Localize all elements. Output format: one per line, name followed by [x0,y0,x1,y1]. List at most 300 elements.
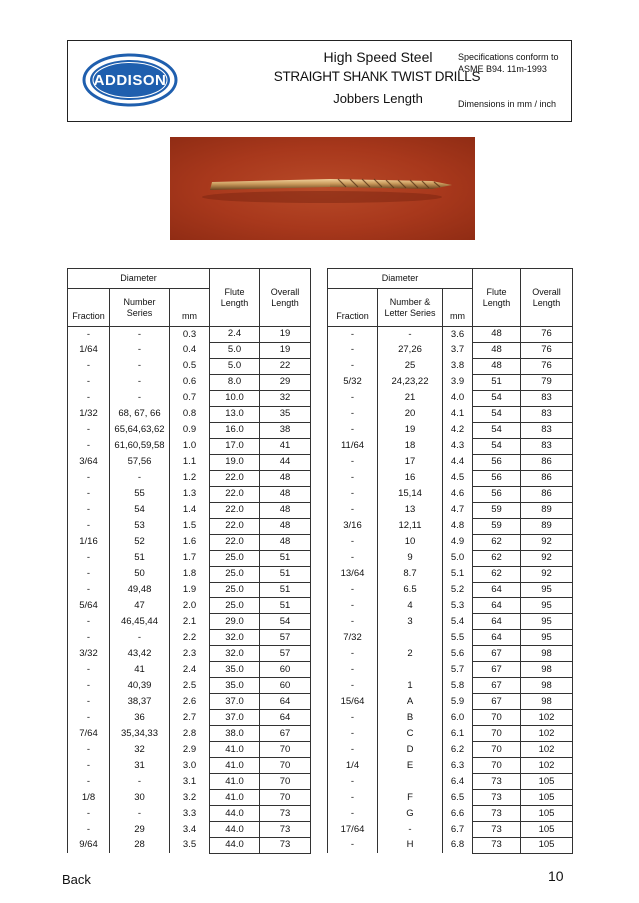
flute-cell: 54 [473,390,521,406]
number-cell: 47 [110,598,170,614]
number-cell: 3 [378,614,443,630]
overall-cell: 105 [521,822,573,838]
overall-cell: 76 [521,327,573,343]
fraction-cell: - [328,406,378,422]
mm-cell: 4.6 [443,486,473,502]
right-overall-header: Overall Length [521,269,573,327]
fraction-cell: 15/64 [328,694,378,710]
mm-cell: 6.8 [443,838,473,854]
table-row [328,566,573,582]
flute-cell: 73 [473,838,521,854]
fraction-cell: - [328,534,378,550]
number-cell: 54 [110,502,170,518]
fraction-cell: - [68,694,110,710]
overall-cell: 48 [260,502,311,518]
table-row [68,438,311,454]
number-cell: - [378,327,443,343]
table-row [68,486,311,502]
fraction-cell: - [68,742,110,758]
fraction-cell: - [68,327,110,343]
flute-cell: 70 [473,726,521,742]
mm-cell: 2.9 [170,742,210,758]
number-cell: 30 [110,790,170,806]
flute-cell: 70 [473,758,521,774]
flute-cell: 67 [473,662,521,678]
flute-cell: 59 [473,518,521,534]
mm-cell: 4.0 [443,390,473,406]
flute-cell: 64 [473,582,521,598]
overall-cell: 105 [521,790,573,806]
mm-cell: 1.3 [170,486,210,502]
overall-cell: 60 [260,662,311,678]
mm-cell: 6.5 [443,790,473,806]
mm-cell: 4.5 [443,470,473,486]
overall-cell: 102 [521,710,573,726]
mm-cell: 0.8 [170,406,210,422]
left-flute-header: Flute Length [210,269,260,327]
mm-cell: 4.7 [443,502,473,518]
table-row [328,838,573,854]
mm-cell: 5.8 [443,678,473,694]
fraction-cell: - [328,662,378,678]
fraction-cell: - [328,838,378,854]
fraction-cell: - [68,822,110,838]
overall-cell: 48 [260,470,311,486]
table-row [328,774,573,790]
number-cell: - [110,374,170,390]
overall-cell: 19 [260,342,311,358]
table-row [328,710,573,726]
table-row [328,534,573,550]
flute-cell: 54 [473,406,521,422]
flute-cell: 25.0 [210,598,260,614]
fraction-cell: - [68,614,110,630]
flute-cell: 37.0 [210,710,260,726]
flute-cell: 32.0 [210,646,260,662]
number-cell: F [378,790,443,806]
number-cell: 16 [378,470,443,486]
overall-cell: 19 [260,327,311,343]
mm-cell: 4.8 [443,518,473,534]
logo-brand-text: ADDISON [93,72,167,89]
mm-cell: 6.4 [443,774,473,790]
spec-line-2: ASME B94. 11m-1993 [458,64,547,74]
number-cell: 61,60,59,58 [110,438,170,454]
mm-cell: 5.4 [443,614,473,630]
overall-cell: 35 [260,406,311,422]
title-line-3: Jobbers Length [333,91,423,106]
flute-cell: 56 [473,486,521,502]
flute-cell: 44.0 [210,806,260,822]
table-row [68,822,311,838]
number-cell: - [110,806,170,822]
overall-cell: 57 [260,630,311,646]
overall-cell: 64 [260,710,311,726]
back-link[interactable]: Back [62,872,91,887]
number-cell: D [378,742,443,758]
table-row [328,374,573,390]
number-cell: 43,42 [110,646,170,662]
number-cell: 52 [110,534,170,550]
fraction-cell: 7/64 [68,726,110,742]
mm-cell: 1.2 [170,470,210,486]
overall-cell: 105 [521,806,573,822]
number-cell: - [378,822,443,838]
overall-cell: 83 [521,438,573,454]
table-row [68,406,311,422]
mm-cell: 5.0 [443,550,473,566]
number-cell: 29 [110,822,170,838]
flute-cell: 64 [473,630,521,646]
fraction-cell: - [68,422,110,438]
fraction-cell: - [68,678,110,694]
flute-cell: 17.0 [210,438,260,454]
flute-cell: 56 [473,470,521,486]
table-row [68,710,311,726]
number-cell: 8.7 [378,566,443,582]
flute-cell: 35.0 [210,678,260,694]
fraction-cell: - [68,630,110,646]
mm-cell: 2.4 [170,662,210,678]
number-cell: 21 [378,390,443,406]
number-cell: H [378,838,443,854]
flute-cell: 64 [473,598,521,614]
right-mm-header: mm [443,289,473,327]
overall-cell: 48 [260,518,311,534]
document-header [67,40,572,122]
overall-cell: 29 [260,374,311,390]
flute-cell: 2.4 [210,327,260,343]
number-cell: 6.5 [378,582,443,598]
mm-cell: 3.3 [170,806,210,822]
mm-cell: 5.3 [443,598,473,614]
overall-cell: 22 [260,358,311,374]
overall-cell: 92 [521,550,573,566]
mm-cell: 4.3 [443,438,473,454]
mm-cell: 5.5 [443,630,473,646]
fraction-cell: - [328,342,378,358]
overall-cell: 89 [521,502,573,518]
flute-cell: 8.0 [210,374,260,390]
flute-cell: 44.0 [210,838,260,854]
table-row [68,774,311,790]
table-row [328,582,573,598]
overall-cell: 102 [521,742,573,758]
fraction-cell: - [328,454,378,470]
spec-note [458,51,559,75]
title-line-1: High Speed Steel [323,49,433,65]
flute-cell: 38.0 [210,726,260,742]
overall-cell: 92 [521,566,573,582]
flute-cell: 70 [473,710,521,726]
right-number-header: Number & Letter Series [378,289,443,327]
number-cell: 38,37 [110,694,170,710]
fraction-cell: 3/64 [68,454,110,470]
fraction-cell: 13/64 [328,566,378,582]
flute-cell: 73 [473,822,521,838]
overall-cell: 95 [521,630,573,646]
fraction-cell: - [68,518,110,534]
table-row [328,390,573,406]
overall-cell: 41 [260,438,311,454]
table-row [328,646,573,662]
mm-cell: 3.2 [170,790,210,806]
flute-cell: 22.0 [210,534,260,550]
flute-cell: 67 [473,678,521,694]
number-cell: 53 [110,518,170,534]
spec-line-1: Specifications conform to [458,52,559,62]
overall-cell: 51 [260,550,311,566]
fraction-cell: 1/16 [68,534,110,550]
number-cell: - [110,470,170,486]
number-cell: 4 [378,598,443,614]
table-row [68,598,311,614]
number-cell: - [110,327,170,343]
overall-cell: 48 [260,534,311,550]
table-row [68,742,311,758]
right-fraction-header: Fraction [328,289,378,327]
number-cell: 2 [378,646,443,662]
mm-cell: 2.8 [170,726,210,742]
overall-cell: 98 [521,646,573,662]
right-drill-table [327,268,573,854]
flute-cell: 19.0 [210,454,260,470]
number-cell: 68, 67, 66 [110,406,170,422]
fraction-cell: 5/32 [328,374,378,390]
fraction-cell: 7/32 [328,630,378,646]
number-cell: B [378,710,443,726]
fraction-cell: - [328,582,378,598]
overall-cell: 60 [260,678,311,694]
overall-cell: 38 [260,422,311,438]
number-cell: 9 [378,550,443,566]
overall-cell: 98 [521,678,573,694]
table-row [68,518,311,534]
mm-cell: 1.8 [170,566,210,582]
flute-cell: 48 [473,342,521,358]
fraction-cell: - [68,710,110,726]
number-cell: G [378,806,443,822]
flute-cell: 62 [473,566,521,582]
flute-cell: 5.0 [210,358,260,374]
table-row [328,502,573,518]
number-cell: - [110,342,170,358]
mm-cell: 3.7 [443,342,473,358]
table-row [328,406,573,422]
fraction-cell: - [68,774,110,790]
overall-cell: 48 [260,486,311,502]
flute-cell: 54 [473,422,521,438]
table-row [68,374,311,390]
mm-cell: 2.1 [170,614,210,630]
table-row [328,470,573,486]
overall-cell: 70 [260,758,311,774]
number-cell: 20 [378,406,443,422]
overall-cell: 51 [260,582,311,598]
number-cell: 40,39 [110,678,170,694]
left-overall-header: Overall Length [260,269,311,327]
number-cell: C [378,726,443,742]
number-cell: 51 [110,550,170,566]
overall-cell: 70 [260,742,311,758]
flute-cell: 62 [473,550,521,566]
table-row [68,342,311,358]
table-row [68,838,311,854]
overall-cell: 57 [260,646,311,662]
flute-cell: 5.0 [210,342,260,358]
number-cell: - [110,390,170,406]
overall-cell: 67 [260,726,311,742]
number-cell [378,774,443,790]
flute-cell: 73 [473,774,521,790]
table-row [68,582,311,598]
mm-cell: 4.4 [443,454,473,470]
flute-cell: 56 [473,454,521,470]
overall-cell: 95 [521,614,573,630]
mm-cell: 2.5 [170,678,210,694]
fraction-cell: - [328,327,378,343]
left-diameter-header: Diameter [68,269,210,289]
mm-cell: 0.4 [170,342,210,358]
mm-cell: 1.9 [170,582,210,598]
flute-cell: 67 [473,694,521,710]
left-mm-header: mm [170,289,210,327]
flute-cell: 54 [473,438,521,454]
fraction-cell: - [68,358,110,374]
table-row [328,694,573,710]
addison-logo [82,53,178,107]
fraction-cell: - [68,806,110,822]
overall-cell: 83 [521,390,573,406]
flute-cell: 51 [473,374,521,390]
flute-cell: 48 [473,358,521,374]
fraction-cell: - [68,486,110,502]
overall-cell: 105 [521,838,573,854]
number-cell: 24,23,22 [378,374,443,390]
mm-cell: 2.2 [170,630,210,646]
table-row [68,390,311,406]
flute-cell: 25.0 [210,582,260,598]
flute-cell: 70 [473,742,521,758]
number-cell: - [110,630,170,646]
flute-cell: 73 [473,806,521,822]
mm-cell: 1.6 [170,534,210,550]
overall-cell: 32 [260,390,311,406]
table-row [328,422,573,438]
mm-cell: 3.4 [170,822,210,838]
table-row [328,438,573,454]
mm-cell: 3.5 [170,838,210,854]
flute-cell: 13.0 [210,406,260,422]
overall-cell: 98 [521,662,573,678]
overall-cell: 95 [521,582,573,598]
fraction-cell: 3/16 [328,518,378,534]
mm-cell: 6.1 [443,726,473,742]
overall-cell: 98 [521,694,573,710]
mm-cell: 0.5 [170,358,210,374]
fraction-cell: - [328,726,378,742]
number-cell: 13 [378,502,443,518]
number-cell: 28 [110,838,170,854]
fraction-cell: 1/64 [68,342,110,358]
mm-cell: 6.3 [443,758,473,774]
table-row [328,486,573,502]
table-row [328,806,573,822]
mm-cell: 5.1 [443,566,473,582]
fraction-cell: - [328,502,378,518]
flute-cell: 25.0 [210,566,260,582]
fraction-cell: 5/64 [68,598,110,614]
mm-cell: 0.7 [170,390,210,406]
number-cell: 35,34,33 [110,726,170,742]
table-row [328,678,573,694]
overall-cell: 102 [521,726,573,742]
table-row [328,518,573,534]
fraction-cell: - [328,422,378,438]
mm-cell: 2.6 [170,694,210,710]
number-cell: 27,26 [378,342,443,358]
mm-cell: 4.1 [443,406,473,422]
overall-cell: 73 [260,822,311,838]
page-number: 10 [548,868,564,884]
table-row [68,726,311,742]
table-row [68,614,311,630]
table-row [68,422,311,438]
number-cell: 31 [110,758,170,774]
table-row [328,327,573,343]
overall-cell: 86 [521,486,573,502]
overall-cell: 44 [260,454,311,470]
fraction-cell: - [68,390,110,406]
overall-cell: 83 [521,422,573,438]
flute-cell: 32.0 [210,630,260,646]
twist-drill-image [170,137,475,240]
mm-cell: 1.0 [170,438,210,454]
overall-cell: 64 [260,694,311,710]
drill-photo [170,137,475,240]
number-cell: 17 [378,454,443,470]
table-row [68,678,311,694]
number-cell: 55 [110,486,170,502]
fraction-cell: - [68,550,110,566]
right-diameter-header: Diameter [328,269,473,289]
fraction-cell: - [328,358,378,374]
fraction-cell: - [328,790,378,806]
fraction-cell: - [68,582,110,598]
mm-cell: 5.2 [443,582,473,598]
fraction-cell: - [328,598,378,614]
table-row [68,502,311,518]
mm-cell: 5.6 [443,646,473,662]
overall-cell: 70 [260,790,311,806]
fraction-cell: - [68,470,110,486]
fraction-cell: - [328,678,378,694]
fraction-cell: - [328,774,378,790]
number-cell: 65,64,63,62 [110,422,170,438]
flute-cell: 41.0 [210,758,260,774]
table-row [328,342,573,358]
overall-cell: 86 [521,454,573,470]
fraction-cell: 11/64 [328,438,378,454]
title-line-2: STRAIGHT SHANK TWIST DRILLS [273,69,481,84]
table-row [328,822,573,838]
number-cell: 50 [110,566,170,582]
number-cell [378,630,443,646]
table-row [328,550,573,566]
flute-cell: 59 [473,502,521,518]
number-cell: 36 [110,710,170,726]
flute-cell: 62 [473,534,521,550]
